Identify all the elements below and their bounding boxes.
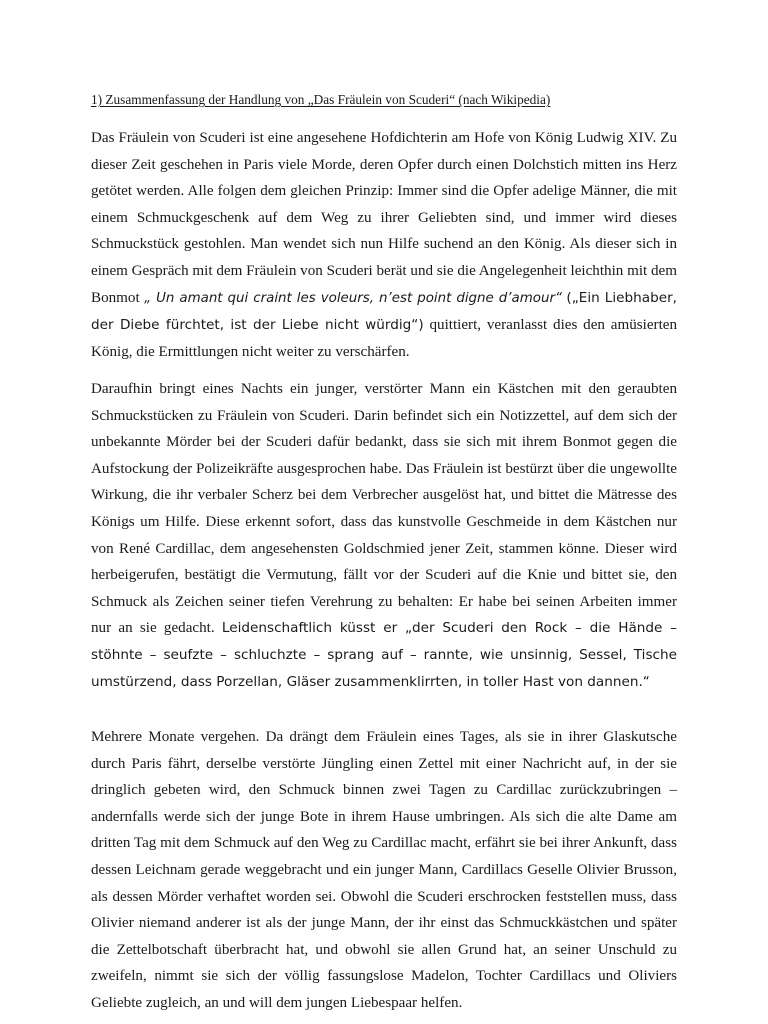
paragraph-murder-arrest bbox=[91, 724, 677, 1017]
paragraph-jewel-box bbox=[91, 376, 677, 695]
german-translation: („Ein Liebhaber, der Diebe fürchtet, ist der Liebe nicht würdig“) bbox=[91, 289, 677, 334]
french-bonmot-quote: „ Un amant qui craint les voleurs, n’est point digne d’amour“ bbox=[144, 290, 562, 306]
cardillac-quote: Leidenschaftlich küsst er „der Scuderi den Rock – die Hände – stöhnte – seufzte – schluchzte – sprang auf – rannte, wie unsinnig, Sessel, Tische umstürzend, dass Porzellan, Gläser zusammenklirrten, in toller Hast von dannen.“ bbox=[91, 620, 677, 690]
paragraph-1-text-end: quittiert, veranlasst dies den amüsierten König, die Ermittlungen nicht weiter zu verschärfen. bbox=[91, 317, 678, 360]
paragraph-1-text-start: Das Fräulein von Scuderi ist eine angesehene Hofdichterin am Hofe von König Ludwig XIV. Zu dieser Zeit geschehen in Paris viele Morde, deren Opfer durch einen Dolchstich mitten ins Herz getötet werden. Alle folgen dem gleichen Prinzip: Immer sind die Opfer adelige Männer, die mit einem Schmuckgeschenk auf dem Weg zu ihrer Geliebten sind, und immer wird dieses Schmuckstück gestohlen. Man wendet sich nun Hilfe suchend an den König. Als dieser sich in einem Gespräch mit dem Fräulein von Scuderi berät und sie die Angelegenheit leichthin mit dem Bonmot bbox=[91, 130, 677, 306]
paragraph-summary-intro bbox=[91, 125, 677, 365]
paragraph-3-text: Mehrere Monate vergehen. Da drängt dem Fräulein eines Tages, als sie in ihrer Glaskutsche durch Paris fährt, derselbe verstörte Jüngling einen Zettel mit einer Nachricht auf, in der sie dringlich gebeten wird, den Schmuck binnen zwei Tagen zu Cardillac zurückzubringen – andernfalls werde sich der junge Bote in ihrem Hause umbringen. Als sich die alte Dame am dritten Tag mit dem Schmuck auf den Weg zu Cardillac macht, erfährt sie bei ihrer Ankunft, dass dessen Leichnam gerade weggebracht und ein junger Mann, Cardillacs Geselle Olivier Brusson, als dessen Mörder verhaftet worden sei. Obwohl die Scuderi erschrocken feststellen muss, dass Olivier niemand anderer ist als der junge Mann, der ihr einst das Schmuckkästchen und später die Zettelbotschaft überbracht hat, und obwohl sie allen Grund hat, an seiner Unschuld zu zweifeln, nimmt sie sich der völlig fassungslose Madelon, Tochter Cardillacs und Oliviers Geliebte zugleich, an und will dem jungen Liebespaar helfen. bbox=[91, 729, 677, 1011]
section-heading: 1) Zusammenfassung der Handlung von „Das Fräulein von Scuderi“ (nach Wikipedia) bbox=[91, 92, 551, 107]
paragraph-2-text: Daraufhin bringt eines Nachts ein junger, verstörter Mann ein Kästchen mit den geraubten Schmuckstücken zu Fräulein von Scuderi. Darin befindet sich ein Notizzettel, auf dem sich der unbekannte Mörder bei der Scuderi dafür bedankt, dass sie sich mit ihrem Bonmot gegen die Aufstockung der Polizeikräfte ausgesprochen habe. Das Fräulein ist bestürzt über die ungewollte Wirkung, die ihr verbaler Scherz bei dem Verbrecher ausgelöst hat, und bittet die Mätresse des Königs um Hilfe. Diese erkennt sofort, dass das kunstvolle Geschmeide in dem Kästchen nur von René Cardillac, dem angesehensten Goldschmied jener Zeit, stammen könne. Dieser wird herbeigerufen, bestätigt die Vermutung, fällt vor der Scuderi auf die Knie und bittet sie, den Schmuck als Zeichen seiner tiefen Verehrung zu behalten: Er habe bei seinen Arbeiten immer nur an sie gedacht. bbox=[91, 381, 677, 637]
